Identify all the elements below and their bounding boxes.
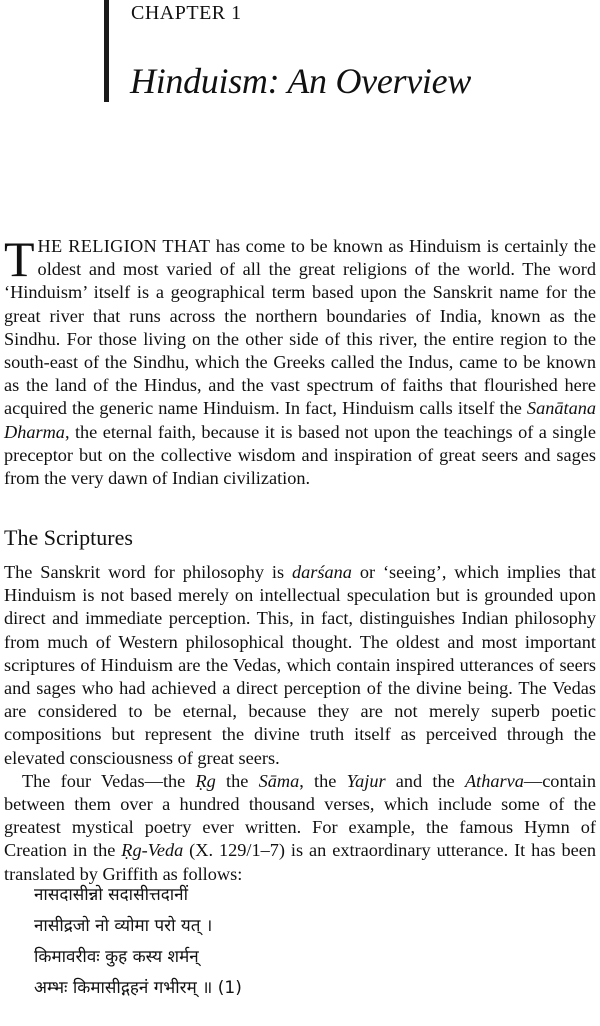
term-sama: Sāma xyxy=(258,770,300,791)
term-darsana: darśana xyxy=(292,562,352,582)
scriptures-paragraph-2 xyxy=(4,770,596,886)
chapter-title: Hinduism: An Overview xyxy=(130,61,471,101)
p1-text-b: or ‘seeing’, which implies that Hinduism is not based merely on intellectual speculation but is grounded upon direct and immediate perception. This, in fact, distinguishes Indian philosophy from much of Western philosophical thought. The oldest and most important scriptures of Hinduism are the Vedas, which contain inspired utterances of seers and sages who had achieved a direct perception of the divine being. The Vedas are considered to be eternal, because they are not merely superb poetic compositions but represent the divine truth itself as perceived through the elevated consciousness of great seers. xyxy=(4,562,596,768)
intro-text-1: has come to be known as Hinduism is certainly the oldest and most varied of all the great religions of the world. The word ‘Hinduism’ itself is a geographical term based upon the Sanskrit name for the great river that runs across the northern boundaries of India, known as the Sindhu. For those living on the other side of this river, the entire region to the south-east of the Sindhu, which the Greeks called the Indus, came to be known as the land of the Hindus, and the vast spectrum of faiths that flourished here acquired the generic name Hinduism. In fact, Hinduism calls itself the xyxy=(4,236,596,419)
p1-text-a: The Sanskrit word for philosophy is xyxy=(4,562,293,582)
section-heading: The Scriptures xyxy=(4,525,133,550)
p2-text-a: The four Vedas—the xyxy=(22,770,196,791)
scriptures-body xyxy=(4,561,596,886)
term-rg-veda: Ṛg-Veda xyxy=(121,840,184,861)
verse-line: अम्भः किमासीद्गहनं गभीरम् ॥ (1) xyxy=(34,978,242,998)
verse-line: नासदासीन्नो सदासीत्तदानीं xyxy=(34,885,188,905)
term-yajur: Yajur xyxy=(346,770,386,791)
p2-text-b: the xyxy=(215,770,259,791)
verse-line: किमावरीवः कुह कस्य शर्मन् xyxy=(34,947,199,967)
scriptures-paragraph-1 xyxy=(4,561,596,770)
lead-in-smallcaps: HE RELIGION THAT xyxy=(37,236,211,256)
p2-text-e: —contain between them over a hundred thousand verses, which include some of the greatest mystical poetry ever written. For example, the famous Hymn of Creation in the xyxy=(4,770,596,861)
chapter-label: CHAPTER 1 xyxy=(131,2,242,24)
intro-paragraph xyxy=(4,231,596,490)
p2-text-f: (X. 129/1–7) is an extraordinary utterance. It has been translated by Griffith as follows: xyxy=(4,840,596,884)
intro-text-2: , the eternal faith, because it is based not upon the teachings of a single preceptor but on the collective wisdom and inspiration of great seers and sages from the very dawn of Indian civilization. xyxy=(4,421,596,489)
term-sanatana-dharma: Sanātana Dharma xyxy=(4,398,596,442)
term-rg: Ṛg xyxy=(195,770,216,791)
sanskrit-verse xyxy=(34,880,242,1004)
p2-text-c: , the xyxy=(299,770,347,791)
drop-cap: T xyxy=(4,231,35,287)
verse-line: नासीद्रजो नो व्योमा परो यत् । xyxy=(34,916,213,936)
term-atharva: Atharva xyxy=(465,770,524,791)
p2-text-d: and the xyxy=(385,770,465,791)
chapter-rule xyxy=(104,0,109,102)
